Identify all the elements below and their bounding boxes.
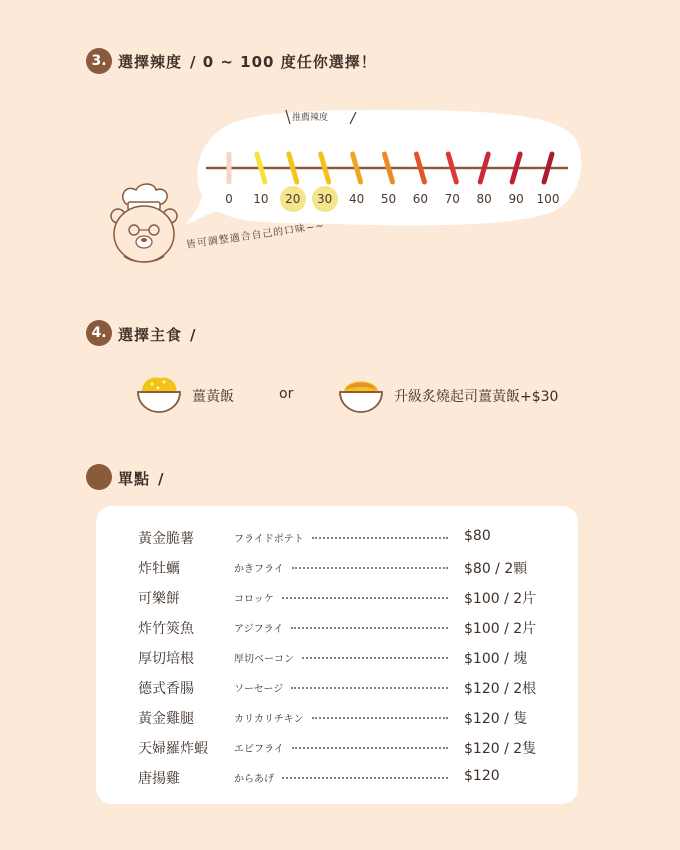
section-number: 4. bbox=[91, 325, 107, 341]
menu-item-price: $120 bbox=[464, 768, 500, 784]
spice-bar bbox=[512, 154, 520, 182]
menu-item bbox=[96, 522, 578, 552]
menu-card bbox=[96, 506, 578, 804]
spice-bar bbox=[544, 154, 552, 182]
menu-item-japanese: カリカリチキン bbox=[234, 714, 304, 725]
spice-bar bbox=[416, 154, 424, 182]
menu-item-price: $100 / 2片 bbox=[464, 591, 537, 607]
spice-level-label: 40 bbox=[348, 192, 365, 206]
dotted-leader bbox=[292, 567, 448, 569]
spice-bar bbox=[448, 154, 456, 182]
menu-item-name: 天婦羅炸蝦 bbox=[138, 741, 208, 757]
menu-item-price: $120 / 2根 bbox=[464, 681, 537, 697]
section-number: 3. bbox=[91, 53, 107, 69]
menu-item bbox=[96, 642, 578, 672]
spice-level-label: 70 bbox=[444, 192, 460, 206]
menu-item-name: 炸牡蠣 bbox=[138, 561, 180, 577]
recommend-label: 推薦辣度 bbox=[292, 113, 329, 123]
spice-level-label: 20 bbox=[280, 186, 306, 212]
menu-item-name: 黃金雞腿 bbox=[138, 711, 194, 727]
menu-item-japanese: 厚切ベーコン bbox=[234, 654, 294, 665]
menu-item-name: 唐揚雞 bbox=[138, 771, 180, 787]
menu-item bbox=[96, 552, 578, 582]
menu-item bbox=[96, 612, 578, 642]
menu-item-name: 可樂餅 bbox=[138, 591, 180, 607]
menu-item-price: $80 bbox=[464, 528, 491, 544]
spice-level-label: 10 bbox=[253, 192, 269, 206]
menu-item-japanese: アジフライ bbox=[234, 624, 284, 635]
spice-bar bbox=[257, 154, 265, 182]
menu-item bbox=[96, 762, 578, 792]
a-la-carte-title: 單點 bbox=[118, 470, 151, 488]
menu-item-name: 厚切培根 bbox=[138, 651, 194, 667]
dotted-leader bbox=[291, 627, 448, 629]
turmeric-rice-bowl-icon bbox=[134, 370, 184, 416]
staple-option-cheese-rice: 升級炙燒起司薑黃飯+$30 bbox=[394, 389, 559, 405]
staple-title: 選擇主食 bbox=[118, 326, 183, 344]
menu-item-price: $80 / 2顆 bbox=[464, 561, 528, 577]
staple-subtitle: / bbox=[190, 326, 197, 344]
spice-scale bbox=[0, 0, 680, 260]
menu-item bbox=[96, 732, 578, 762]
menu-item-price: $100 / 塊 bbox=[464, 651, 528, 667]
menu-item-price: $120 / 隻 bbox=[464, 711, 528, 727]
menu-item-japanese: かきフライ bbox=[234, 564, 284, 575]
bear-chef-icon bbox=[104, 182, 184, 272]
spice-level-label: 80 bbox=[476, 192, 492, 206]
menu-item bbox=[96, 702, 578, 732]
staple-option-turmeric-rice: 薑黃飯 bbox=[192, 389, 234, 405]
or-label: or bbox=[279, 386, 294, 402]
section-4-badge bbox=[86, 320, 112, 346]
spice-level-label: 90 bbox=[508, 192, 524, 206]
menu-item-japanese: からあげ bbox=[234, 774, 274, 785]
spice-bar bbox=[321, 154, 329, 182]
a-la-carte-section-title bbox=[118, 468, 165, 489]
menu-item-name: 炸竹筴魚 bbox=[138, 621, 194, 637]
spice-bar bbox=[353, 154, 361, 182]
spice-bar bbox=[385, 154, 393, 182]
spice-bar bbox=[289, 154, 297, 182]
staple-section-title bbox=[118, 324, 197, 345]
spice-level-label: 60 bbox=[412, 192, 429, 206]
spice-level-label: 30 bbox=[312, 186, 338, 212]
dotted-leader bbox=[282, 777, 448, 779]
menu-item-price: $120 / 2隻 bbox=[464, 741, 537, 757]
dotted-leader bbox=[312, 717, 448, 719]
spice-bar bbox=[480, 154, 488, 182]
menu-item-japanese: ソーセージ bbox=[234, 684, 284, 695]
menu-item-price: $100 / 2片 bbox=[464, 621, 537, 637]
a-la-carte-subtitle: / bbox=[158, 470, 165, 488]
spice-subtitle: / 0 ~ 100 度任你選擇！ bbox=[190, 53, 377, 71]
dotted-leader bbox=[291, 687, 448, 689]
spice-title: 選擇辣度 bbox=[118, 53, 183, 71]
dotted-leader bbox=[302, 657, 448, 659]
spice-level-label: 50 bbox=[380, 192, 397, 206]
menu-item-name: 黃金脆薯 bbox=[138, 531, 194, 547]
cheese-rice-bowl-icon bbox=[336, 370, 386, 416]
spice-tagline: 皆可調整適合自己的口味~~ bbox=[185, 220, 326, 251]
menu-item-name: 德式香腸 bbox=[138, 681, 194, 697]
spice-level-label: 0 bbox=[225, 192, 233, 206]
menu-item bbox=[96, 672, 578, 702]
menu-item-japanese: エビフライ bbox=[234, 744, 284, 755]
menu-item-japanese: フライドポテト bbox=[234, 534, 304, 545]
dotted-leader bbox=[282, 597, 448, 599]
dotted-leader bbox=[292, 747, 448, 749]
spice-level-label: 100 bbox=[536, 192, 560, 206]
menu-item-japanese: コロッケ bbox=[234, 594, 274, 605]
a-la-carte-badge bbox=[86, 464, 112, 490]
menu-item bbox=[96, 582, 578, 612]
dotted-leader bbox=[312, 537, 448, 539]
